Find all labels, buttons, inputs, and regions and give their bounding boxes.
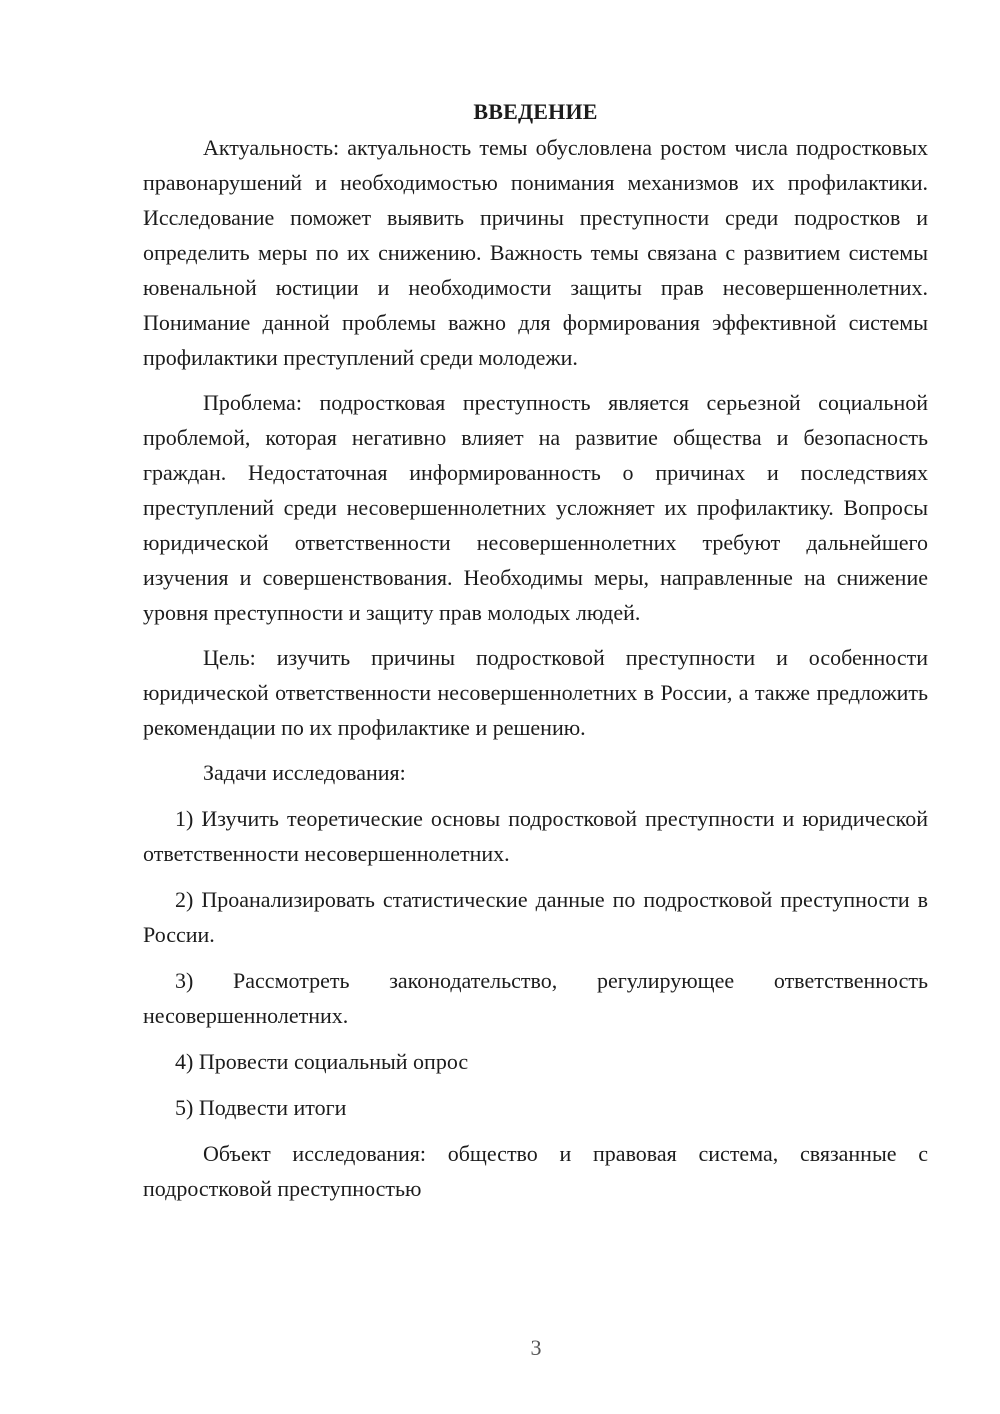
task-item-1: 1) Изучить теоретические основы подростковой преступности и юридической ответственности несовершеннолетних. <box>143 806 928 866</box>
tasks-heading: Задачи исследования: <box>203 760 406 785</box>
task-item-3: 3) Рассмотреть законодательство, регулирующее ответственность несовершеннолетних. <box>143 968 928 1028</box>
task-item-2: 2) Проанализировать статистические данные по подростковой преступности в России. <box>143 887 928 947</box>
paragraph-object: Объект исследования: общество и правовая система, связанные с подростковой преступностью <box>143 1141 928 1201</box>
task-item-5: 5) Подвести итоги <box>175 1095 347 1120</box>
paragraph-problem: Проблема: подростковая преступность является серьезной социальной проблемой, которая негативно влияет на развитие общества и безопасность граждан. Недостаточная информированность о причинах и последствиях преступлений среди несовершеннолетних усложняет их профилактику. Вопросы юридической ответственности несовершеннолетних требуют дальнейшего изучения и совершенствования. Необходимы меры, направленные на снижение уровня преступности и защиту прав молодых людей. <box>143 390 928 625</box>
page-title: ВВЕДЕНИЕ <box>473 99 598 124</box>
paragraph-relevance: Актуальность: актуальность темы обусловлена ростом числа подростковых правонарушений и необходимостью понимания механизмов их профилактики. Исследование поможет выявить причины преступности среди подростков и определить меры по их снижению. Важность темы связана с развитием системы ювенальной юстиции и необходимости защиты прав несовершеннолетних. Понимание данной проблемы важно для формирования эффективной системы профилактики преступлений среди молодежи. <box>143 135 928 370</box>
page-content <box>143 94 928 1216</box>
paragraph-goal: Цель: изучить причины подростковой преступности и особенности юридической ответственности несовершеннолетних в России, а также предложить рекомендации по их профилактике и решению. <box>143 645 928 740</box>
page-number: 3 <box>530 1335 542 1360</box>
task-item-4: 4) Провести социальный опрос <box>175 1049 469 1074</box>
